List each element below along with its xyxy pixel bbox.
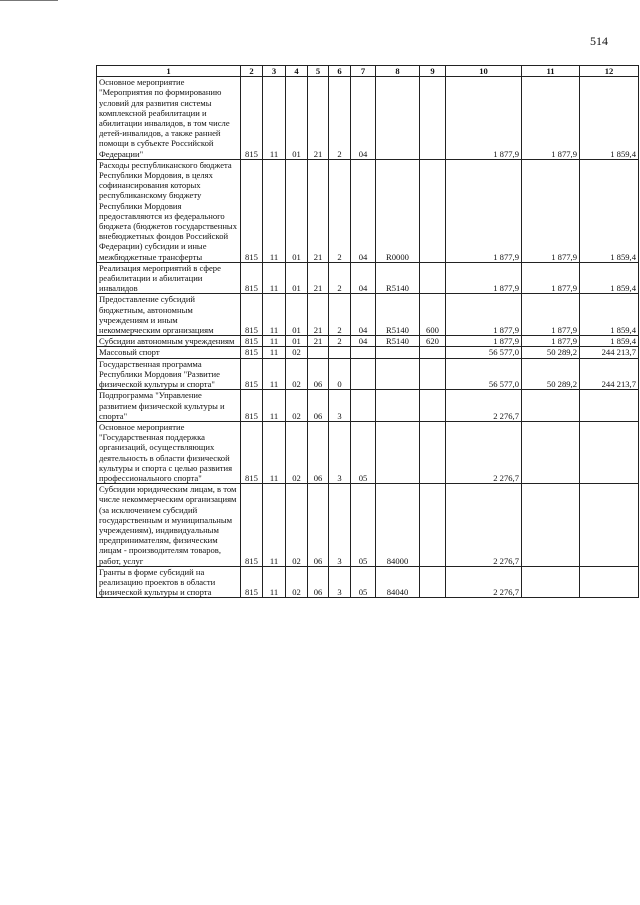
cell-expense-type-code: 620 [420,336,446,347]
top-rule [0,0,58,1]
cell-name: Массовый спорт [97,347,241,358]
cell-amount-col-10: 1 877,9 [446,262,522,294]
page-number: 514 [590,34,608,48]
cell-section-code: 11 [263,347,286,358]
cell-subsection-code: 02 [286,390,308,422]
cell-program-code: 21 [308,336,329,347]
table-row [97,77,639,160]
cell-expense-type-code [420,347,446,358]
cell-section-code: 11 [263,421,286,483]
cell-amount-col-10: 2 276,7 [446,566,522,598]
cell-direction-code [376,358,420,390]
cell-subsection-code: 02 [286,566,308,598]
cell-section-code: 11 [263,566,286,598]
cell-ministry-code: 815 [241,358,263,390]
cell-ministry-code: 815 [241,390,263,422]
cell-expense-type-code [420,390,446,422]
column-header-10: 10 [446,66,522,77]
cell-ministry-code: 815 [241,262,263,294]
cell-amount-col-12: 1 859,4 [580,336,639,347]
cell-event-code: 04 [351,262,376,294]
cell-program-code: 21 [308,294,329,336]
cell-expense-type-code [420,421,446,483]
cell-subsection-code: 01 [286,159,308,262]
cell-amount-col-10: 2 276,7 [446,421,522,483]
cell-name: Субсидии автономным учреждениям [97,336,241,347]
cell-ministry-code: 815 [241,77,263,160]
cell-program-code: 06 [308,390,329,422]
cell-section-code: 11 [263,358,286,390]
cell-amount-col-10: 56 577,0 [446,358,522,390]
cell-event-code [351,358,376,390]
cell-section-code: 11 [263,390,286,422]
cell-direction-code: 84000 [376,484,420,567]
column-header-7: 7 [351,66,376,77]
cell-event-code: 04 [351,294,376,336]
cell-expense-type-code [420,566,446,598]
table-row [97,358,639,390]
cell-program-code: 21 [308,262,329,294]
cell-amount-col-10: 2 276,7 [446,390,522,422]
cell-subprogram-code [329,347,351,358]
column-header-3: 3 [263,66,286,77]
cell-ministry-code: 815 [241,336,263,347]
cell-event-code: 04 [351,336,376,347]
cell-name: Государственная программа Республики Мордовия "Развитие физической культуры и спорта" [97,358,241,390]
cell-amount-col-12 [580,484,639,567]
cell-direction-code [376,77,420,160]
cell-ministry-code: 815 [241,421,263,483]
cell-ministry-code: 815 [241,347,263,358]
cell-amount-col-11: 50 289,2 [522,347,580,358]
column-header-8: 8 [376,66,420,77]
table-row [97,336,639,347]
cell-amount-col-11: 1 877,9 [522,159,580,262]
cell-amount-col-10: 56 577,0 [446,347,522,358]
cell-name: Реализация мероприятий в сфере реабилитации и абилитации инвалидов [97,262,241,294]
cell-event-code: 05 [351,566,376,598]
cell-subprogram-code: 3 [329,566,351,598]
cell-amount-col-12: 1 859,4 [580,77,639,160]
cell-amount-col-12 [580,566,639,598]
cell-ministry-code: 815 [241,484,263,567]
cell-subprogram-code: 2 [329,77,351,160]
cell-subsection-code: 01 [286,262,308,294]
table-row [97,159,639,262]
cell-event-code: 04 [351,159,376,262]
cell-amount-col-10: 1 877,9 [446,294,522,336]
cell-expense-type-code [420,358,446,390]
cell-subsection-code: 02 [286,347,308,358]
cell-program-code: 21 [308,77,329,160]
cell-subsection-code: 02 [286,484,308,567]
cell-subprogram-code: 2 [329,159,351,262]
cell-subprogram-code: 2 [329,262,351,294]
cell-event-code [351,347,376,358]
table-row [97,390,639,422]
column-header-9: 9 [420,66,446,77]
cell-name: Гранты в форме субсидий на реализацию проектов в области физической культуры и спорта [97,566,241,598]
cell-amount-col-10: 1 877,9 [446,159,522,262]
cell-amount-col-12: 1 859,4 [580,294,639,336]
cell-subsection-code: 01 [286,294,308,336]
cell-direction-code: R5140 [376,336,420,347]
cell-program-code: 06 [308,484,329,567]
cell-subprogram-code: 2 [329,294,351,336]
cell-amount-col-12: 244 213,7 [580,358,639,390]
column-header-6: 6 [329,66,351,77]
cell-ministry-code: 815 [241,566,263,598]
cell-amount-col-11: 1 877,9 [522,77,580,160]
cell-name: Основное мероприятие "Мероприятия по формированию условий для развития системы комплексной реабилитации и абилитации инвалидов, в том числе детей-инвалидов, а также ранней помощи в субъекте Российской Федерации" [97,77,241,160]
column-header-1: 1 [97,66,241,77]
cell-program-code: 06 [308,566,329,598]
cell-amount-col-12 [580,421,639,483]
cell-direction-code [376,347,420,358]
cell-ministry-code: 815 [241,294,263,336]
cell-section-code: 11 [263,262,286,294]
cell-subprogram-code: 3 [329,484,351,567]
column-header-11: 11 [522,66,580,77]
table-row [97,262,639,294]
cell-event-code [351,390,376,422]
cell-expense-type-code [420,159,446,262]
cell-amount-col-12: 1 859,4 [580,159,639,262]
cell-amount-col-11 [522,390,580,422]
cell-section-code: 11 [263,336,286,347]
cell-program-code [308,347,329,358]
cell-amount-col-11: 50 289,2 [522,358,580,390]
cell-amount-col-11 [522,566,580,598]
table-body [97,77,639,598]
cell-amount-col-10: 2 276,7 [446,484,522,567]
table-row [97,421,639,483]
cell-name: Расходы республиканского бюджета Республики Мордовия, в целях софинансирования которых республиканскому бюджету Республики Мордовия предоставляются из федерального бюджета (бюджетов государственных внебюджетных фондов Российской Федерации) субсидии и иные межбюджетные трансферты [97,159,241,262]
cell-section-code: 11 [263,159,286,262]
cell-event-code: 05 [351,484,376,567]
cell-amount-col-11 [522,421,580,483]
cell-subsection-code: 02 [286,421,308,483]
cell-subsection-code: 01 [286,336,308,347]
cell-amount-col-11 [522,484,580,567]
cell-direction-code: R0000 [376,159,420,262]
column-header-5: 5 [308,66,329,77]
table-header [97,66,639,77]
column-header-12: 12 [580,66,639,77]
cell-section-code: 11 [263,77,286,160]
cell-amount-col-12: 244 213,7 [580,347,639,358]
cell-ministry-code: 815 [241,159,263,262]
cell-subprogram-code: 0 [329,358,351,390]
cell-name: Субсидии юридическим лицам, в том числе некоммерческим организациям (за исключением субсидий государственным и муниципальным учреждениям), индивидуальным предпринимателям, физическим лицам - производителям товаров, работ, услуг [97,484,241,567]
cell-direction-code [376,421,420,483]
cell-subprogram-code: 2 [329,336,351,347]
cell-subprogram-code: 3 [329,421,351,483]
cell-direction-code: R5140 [376,294,420,336]
table-row [97,484,639,567]
cell-subsection-code: 02 [286,358,308,390]
cell-event-code: 04 [351,77,376,160]
table-row [97,566,639,598]
cell-expense-type-code [420,77,446,160]
table-row [97,294,639,336]
cell-section-code: 11 [263,294,286,336]
cell-subsection-code: 01 [286,77,308,160]
cell-program-code: 06 [308,421,329,483]
cell-amount-col-10: 1 877,9 [446,77,522,160]
cell-direction-code: 84040 [376,566,420,598]
cell-amount-col-12: 1 859,4 [580,262,639,294]
cell-subprogram-code: 3 [329,390,351,422]
column-header-4: 4 [286,66,308,77]
cell-name: Предоставление субсидий бюджетным, автономным учреждениям и иным некоммерческим организациям [97,294,241,336]
cell-program-code: 21 [308,159,329,262]
cell-expense-type-code: 600 [420,294,446,336]
table-row [97,347,639,358]
cell-amount-col-10: 1 877,9 [446,336,522,347]
cell-amount-col-11: 1 877,9 [522,262,580,294]
cell-amount-col-11: 1 877,9 [522,294,580,336]
column-header-2: 2 [241,66,263,77]
cell-amount-col-12 [580,390,639,422]
cell-expense-type-code [420,484,446,567]
cell-direction-code: R5140 [376,262,420,294]
cell-program-code: 06 [308,358,329,390]
cell-name: Подпрограмма "Управление развитием физической культуры и спорта" [97,390,241,422]
cell-amount-col-11: 1 877,9 [522,336,580,347]
cell-expense-type-code [420,262,446,294]
cell-direction-code [376,390,420,422]
cell-event-code: 05 [351,421,376,483]
budget-table [96,65,639,598]
cell-name: Основное мероприятие "Государственная поддержка организаций, осуществляющих деятельность в области физической культуры и спорта с целью развития профессионального спорта" [97,421,241,483]
cell-section-code: 11 [263,484,286,567]
